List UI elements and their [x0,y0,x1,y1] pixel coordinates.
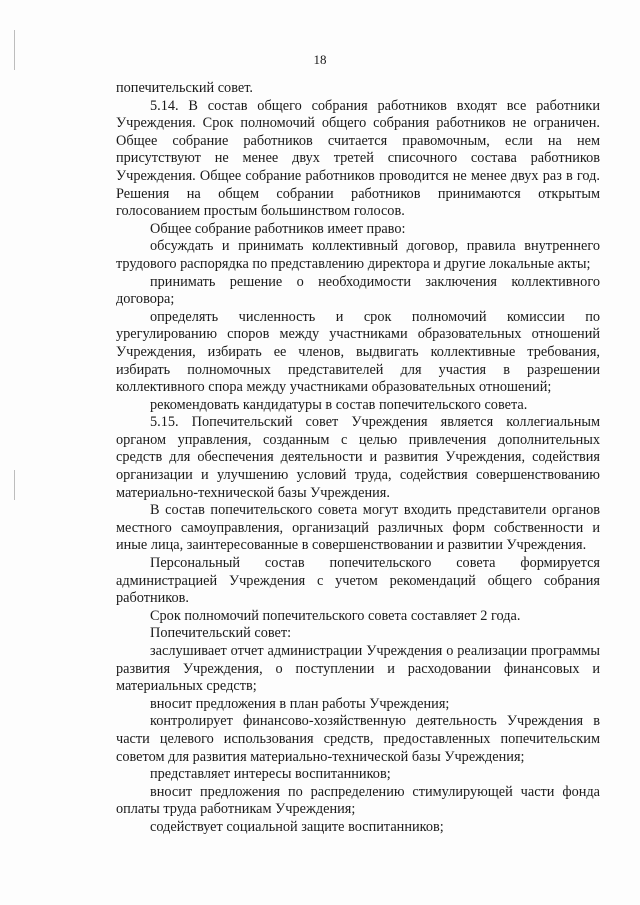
paragraph: рекомендовать кандидатуры в состав попечительского совета. [150,396,528,413]
paragraph: вносит предложения в план работы Учреждения; [150,695,450,712]
paragraph: обсуждать и принимать коллективный договор, правила внутреннего трудового распорядка по представлению директора и другие локальные акты; [116,238,600,272]
page-number: 18 [313,52,327,67]
paragraph: 5.14. В состав общего собрания работников входят все работники Учреждения. Срок полномочий общего собрания работников не ограничен. Общее собрание работников считается правомочным, если на нем присутствуют не менее двух третей списочного состава работников Учреждения. Общее собрание работников проводится не менее двух раз в год. Решения на общем собрании работников принимаются открытым голосованием простым большинством голосов. [116,97,600,220]
paragraph: контролирует финансово-хозяйственную деятельность Учреждения в части целевого использования средств, предоставленных попечительским советом для развития материально-технической базы Учреждения; [116,713,600,765]
paragraph: вносит предложения по распределению стимулирующей части фонда оплаты труда работникам Учреждения; [116,783,600,818]
paragraph: попечительский совет. [116,80,253,96]
paragraph: содействует социальной защите воспитанников; [150,818,444,835]
paragraph: Срок полномочий попечительского совета составляет 2 года. [150,607,521,624]
paragraph: заслушивает отчет администрации Учреждения о реализации программы развития Учреждения, о поступлении и расходовании финансовых и материальных средств; [116,643,600,695]
paragraph: принимать решение о необходимости заключения коллективного договора; [116,273,600,308]
paragraph: Общее собрание работников имеет право: [150,220,406,237]
paragraph: представляет интересы воспитанников; [150,766,391,783]
paragraph: В состав попечительского совета могут входить представители органов местного самоуправления, организаций различных форм собственности и иные лица, заинтересованные в совершенствовании и развитии Учреждения. [116,502,600,554]
scan-edge-mark [14,470,15,500]
document-body [116,80,600,837]
paragraph: определять численность и срок полномочий комиссии по урегулированию споров между участниками образовательных отношений Учреждения, избирать ее членов, выдвигать коллективные требования, избирать полномочных представителей для участия в разрешении коллективного спора между участниками образовательных отношений; [116,308,600,396]
paragraph: Персональный состав попечительского совета формируется администрацией Учреждения с учетом рекомендаций общего собрания работников. [116,555,600,607]
paragraph: Попечительский совет: [150,625,292,642]
paragraph: 5.15. Попечительский совет Учреждения является коллегиальным органом управления, созданным с целью привлечения дополнительных средств для обеспечения деятельности и развития Учреждения, содействия организации и улучшению условий труда, содействия совершенствованию материально-технической базы Учреждения. [116,414,600,501]
